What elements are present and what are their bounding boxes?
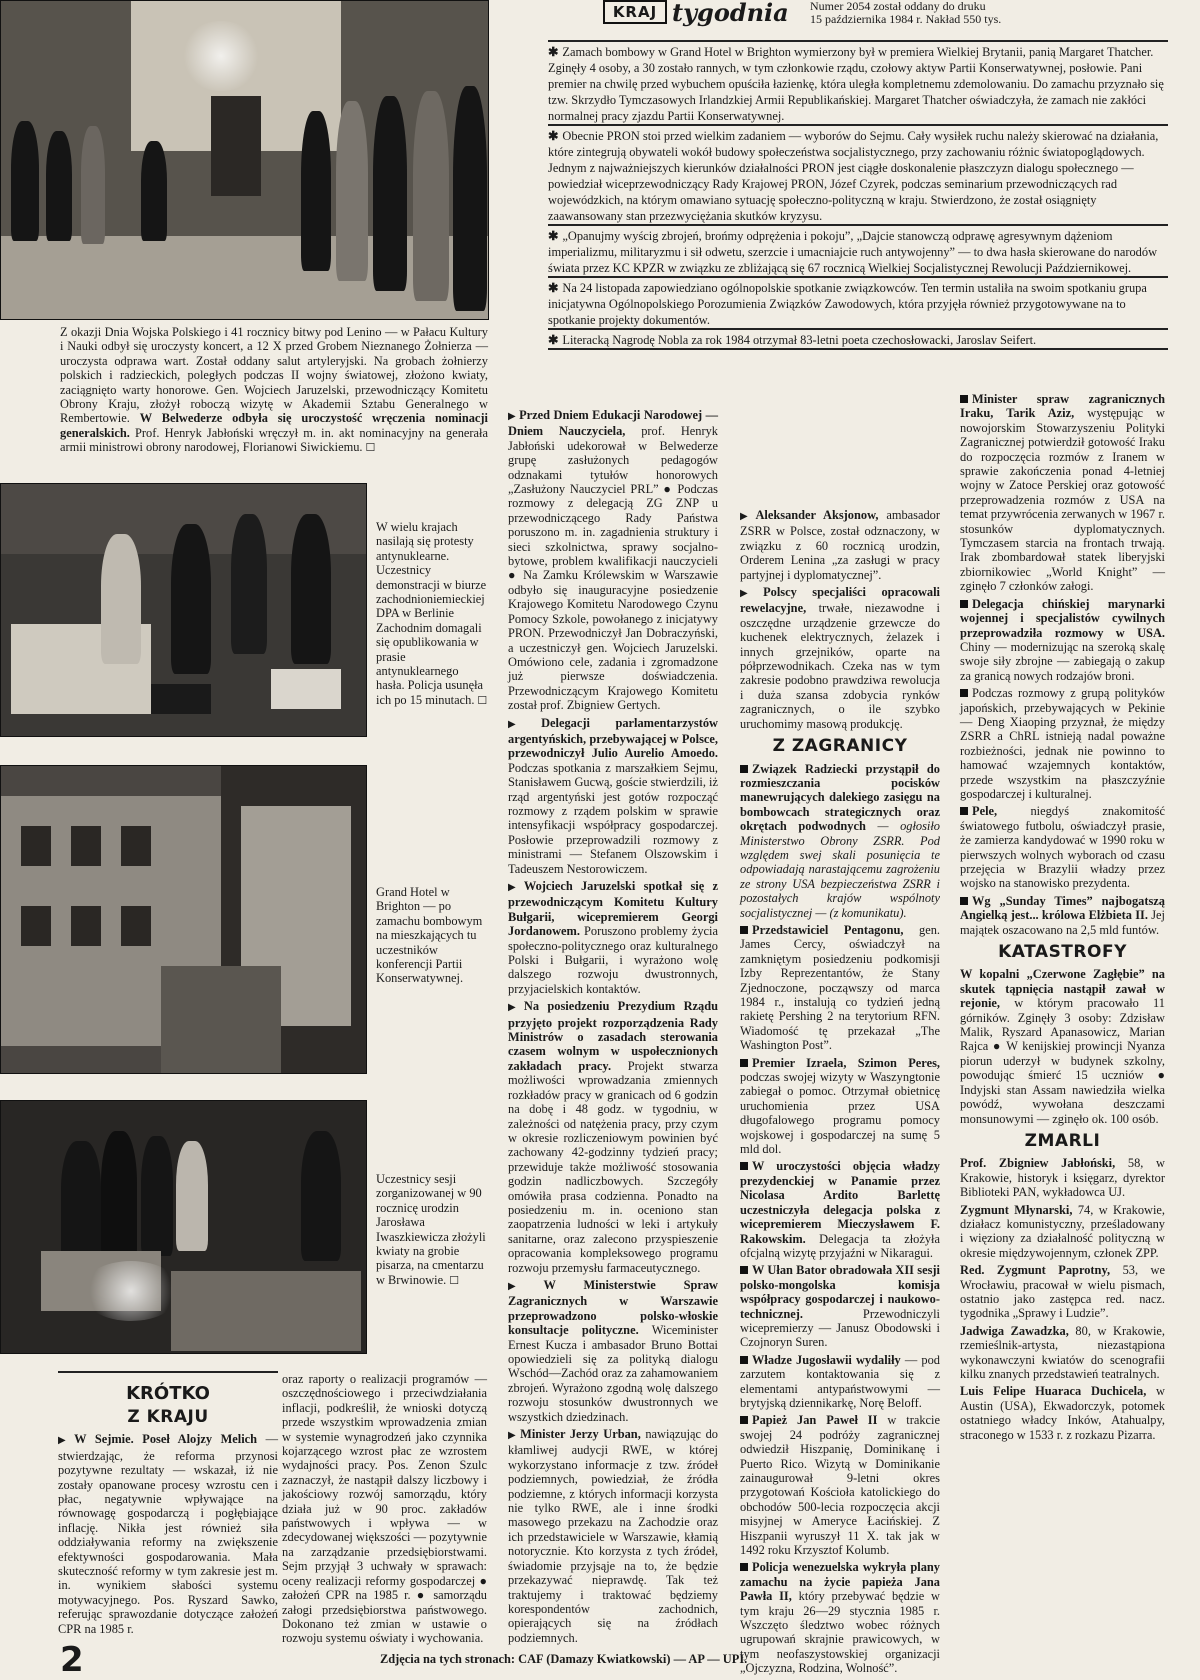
section-krotko: KRÓTKO	[58, 1371, 278, 1404]
obituary-item: Prof. Zbigniew Jabłoński, 58, w Krakowie, historyk i księgarz, dyrektor Biblioteki PAN, wykładowca UJ.	[960, 1156, 1165, 1200]
news-item: W uroczystości objęcia władzy prezydenckiej w Panamie przez Nicolasa Ardito Barlettę uczestniczyła delegacja polska z wicepremierem Mieczysławem F. Rakowskim. Delegacja ta złożyła ofcjalną wizytę przyjaźni w Nikaragui.	[740, 1159, 940, 1260]
issue-info-line-1: Numer 2054 został oddany do druku	[810, 0, 986, 13]
top-news-item: ✱ Obecnie PRON stoi przed wielkim zadaniem — wyborów do Sejmu. Cały wysiłek ruchu należy skierować na działania, które zintegrują obywateli wokół budowy społeczeństwa socjalistycznego, przy zachowaniu różnic światopoglądowych. Jednym z najważniejszych kierunków działalności PRON jest ciągłe doskonalenie płaszczyzn dialogu społecznego — powiedział wiceprzewodniczący Rady Krajowej PRON, Józef Czyrek, podczas seminarium przewodniczących rad wojewódzkich, na którym omawiano sytuację społeczno-polityczną w kraju. Stwierdzono, że został osiągnięty zaawansowany stan przezwyciężania skutków kryzysu.	[548, 124, 1168, 224]
news-item: Przedstawiciel Pentagonu, gen. James Cercy, oświadczył na zamkniętym posiedzeniu podkomisji Izby Reprezentantów, że Stany Zjednoczone, począwszy od marca 1984 r., instalują co tydzień jedną rakietę Pershing 2 na terytorium RFN. Wiadomość tę przekazał „The Washington Post”.	[740, 922, 940, 1053]
top-news-item: ✱ „Opanujmy wyścig zbrojeń, brońmy odprężenia i pokoju”, „Dajcie stanowczą odprawę agresywnym dążeniom imperializmu, militaryzmu i sił odwetu, szerzcie i umacniajcie ruch antywojenny” — to dwa hasła skierowane do narodów świata przez KC KPZR w związku ze zbliżającą się 67 rocznicą Wielkiej Socjalistycznej Rewolucji Październikowej.	[548, 224, 1168, 276]
news-item: Policja wenezuelska wykryła plany zamachu na życie papieża Jana Pawła II, który przebywać będzie w tym kraju 26—29 stycznia 1985 r. Wszczęto śledztwo wobec różnych ugrupowań skrajnie prawicowych, w tym neofaszystowskiej organizacji „Ojczyzna, Rodzina, Wolność”.	[740, 1560, 940, 1676]
photo-cemetery	[0, 1100, 367, 1354]
news-sejm-cont: oraz raporty o realizacji programów — oszczędnościowego i przeciwdziałania inflacji, podkreślił, że wnioski dotyczą przede wszystkim wprowadzenia zmian w systemie wynagrodzeń jako czynnika kojarzącego wzrost płac ze wzrostem wydajności pracy. Pos. Zenon Szulc zaznaczył, że nastąpił dalszy liczbowy i jakościowy rozwój samorządu, który działa już w 90 proc. zakładów państwowych i wpływa — w zdecydowanej większości — pozytywnie na zarządzanie przedsiębiorstwami. Sejm przyjął 3 uchwały w sprawach: oceny realizacji reformy gospodarczej ● założeń CPR na 1985 r. ● samorządu załogi przedsiębiorstwa państwowego. Dokonano też zmian w ustawie o rozwoju systemu oświaty i wychowania.	[282, 1372, 487, 1646]
news-item: ▶ Przed Dniem Edukacji Narodowej — Dniem Nauczyciela, prof. Henryk Jabłoński udekorował w Belwederze grupę zasłużonych pedagogów odznakami tytułów honorowych „Zasłużony Nauczyciel PRL” ● Podczas rozmowy z delegacją ZG ZNP u przewodniczącego Rady Państwa poruszono m. in. zagadnienia struktury i sieci szkolnictwa, sprawy socjalno-bytowe, problem kwalifikacji nauczycieli ● Na Zamku Królewskim w Warszawie odbyło się inauguracyjne posiedzenie Krajowego Komitetu Narodowego Czynu Pomocy Szkole, powołanego z inicjatywy PRON. Przewodniczył Jan Dobraczyński, a uczestniczył gen. Wojciech Jaruzelski. Omówiono cele, zadania i zgromadzone już pierwsze doświadczenia. Przewodniczącym Krajowego Komitetu został prof. Zbigniew Gertych.	[508, 408, 718, 713]
news-item: ▶ Minister Jerzy Urban, nawiązując do kłamliwej audycji RWE, w której wykorzystano informacje z tzw. źródeł podziemnych, powiedział, że źródła podziemne, z których informacji korzysta nie tylko RWE, ale i inne środki masowego przekazu na Zachodzie oraz ich przedstawiciele w Warszawie, kłamią notorycznie. Kto korzysta z tych źródeł, świadomie przyjsąje na to, że będzie przekazywać nieprawdę. Tak też traktujemy i traktować będziemy korespondentów zachodnich, opierających się na źródłach podziemnych.	[508, 1427, 718, 1645]
heading-z-kraju: Z KRAJU	[127, 1407, 209, 1427]
page-number: 2	[60, 1640, 84, 1680]
top-news	[548, 40, 1168, 350]
news-item: Delegacja chińskiej marynarki wojennej i specjalistów cywilnych przeprowadziła rozmowy w USA. Chiny — modernizując na szeroką skalę swoje siły zbrojne — zabiegają o zakup za granicą nowych rodzajów broni.	[960, 596, 1165, 683]
obituary-item: Luis Felipe Huaraca Duchicela, w Austin (USA), Ekwadorczyk, potomek ostatniego władcy Inków, Atahualpy, straconego w 1533 r. z rozkazu Pizarra.	[960, 1384, 1165, 1442]
column-z-kraju	[58, 1407, 278, 1639]
top-news-item: ✱ Zamach bombowy w Grand Hotel w Brighton wymierzony był w premiera Wielkiej Brytanii, panią Margaret Thatcher. Zginęły 4 osoby, a 30 zostało rannych, w tym członkowie rządu, czołowy aktyw Partii Konserwatywnej, posłowie. Pani premier na chwilę przed wybuchem opuściła łazienkę, która uległa kompletnemu zdemolowaniu. Do zamachu przyznało się tzw. Skrzydło Tymczasowych Irlandzkiej Armii Republikańskiej. Margaret Thatcher oświadczyła, że zamach nie zakłóci normalnej pracy zjazdu Partii Konserwatywnej.	[548, 40, 1168, 124]
column-d	[740, 508, 940, 1679]
news-item: Premier Izraela, Szimon Peres, podczas swojej wizyty w Waszyngtonie zabiegał o pomoc. Otrzymał obietnicę uruchomienia przez USA długofalowego programu pomocy wojskowej i gospodarczej na sumę 5 mld dol.	[740, 1055, 940, 1157]
masthead	[600, 0, 1200, 28]
news-item: ▶ Wojciech Jaruzelski spotkał się z przewodniczącym Komitetu Kultury Bułgarii, wicepremierem Georgi Jordanowem. Poruszono problemy życia społeczno-politycznego oraz kulturalnego Polski i Bułgarii, i wyrażono wolę dalszego rozwoju dwustronnych, przyjacielskich kontaktów.	[508, 879, 718, 996]
caption-cemetery: Uczestnicy sesji zorganizowanej w 90 rocznicę urodzin Jarosława Iwaszkiewicza złożyli kwiaty na grobie pisarza, na cmentarzu w Brwinowie. ☐	[376, 1172, 486, 1287]
news-item: Papież Jan Paweł II w trakcie swojej 24 podróży zagranicznej odwiedził Hiszpanię, Dominikanę i Puerto Rico. Wizytą w Dominikanie zainaugurował 9-letni okres przygotowań Kościoła katolickiego do obchodów 500-lecia rozpoczęcia akcji misyjnej w Ameryce Łacińskiej. Z Hiszpanii wyruszył 11 X. tak jak w 1492 roku Krzysztof Kolumb.	[740, 1413, 940, 1558]
heading-katastrofy: KATASTROFY	[998, 942, 1127, 963]
issue-info-line-2: 15 października 1984 r. Nakład 550 tys.	[810, 12, 1002, 26]
photo-ceremony-hall	[0, 0, 489, 320]
photo-antinuclear-protest	[0, 483, 367, 737]
heading-zmarli: ZMARLI	[1024, 1130, 1101, 1151]
heading-z-zagranicy: Z ZAGRANICY	[772, 736, 908, 757]
obituary-item: Zygmunt Młynarski, 74, w Krakowie, działacz komunistyczny, prześladowany i więziony za działalność polityczną w okresie międzywojennym, członek ZPP.	[960, 1202, 1165, 1260]
news-item: ▶ W Ministerstwie Spraw Zagranicznych w Warszawie przeprowadzono polsko-włoskie konsultacje polityczne. Wiceminister Ernest Kucza i ambasador Bruno Bottai opowiedzieli się za polityką dialogu Wschód—Zachód oraz za zahamowaniem zbrojeń. Wyrażono zgodną wolę dalszego rozwoju stosunków dwustronnych we wszystkich dziedzinach.	[508, 1277, 718, 1424]
logo: KRAJ	[603, 0, 667, 24]
logo-script: tygodnia	[672, 0, 789, 27]
obituary-item: Red. Zygmunt Paprotny, 53, we Wrocławiu, pracował w wielu pismach, ostatnio jako zastępca red. nacz. tygodnika „Sprawy i Ludzie”.	[960, 1263, 1165, 1321]
top-news-item: ✱ Na 24 listopada zapowiedziano ogólnopolskie spotkanie związkowców. Ten termin ustaliła na swoim spotkaniu grupa inicjatywna Ogólnopolskiego Porozumienia Związków Zawodowych, która przyjęła również przygotowywane na to spotkanie projekty dokumentów.	[548, 276, 1168, 328]
news-item: Związek Radziecki przystąpił do rozmieszczania pocisków manewrujących dalekiego zasięgu na bombowcach strategicznych oraz okrętach podwodnych — ogłosiło Ministerstwo Obrony ZSRR. Pod względem swej skali posunięcia te odpowiadają narastającemu zagrożeniu ze strony USA bezpieczeństwa ZSRR i pozostałych krajów wspólnoty socjalistycznej — (z komunikatu).	[740, 761, 940, 920]
obituary-item: Jadwiga Zawadzka, 80, w Krakowie, rzemieślnik-artysta, niezastąpiona wykonawczyni kwiatów do scenografii kilku znanych przedstawień teatralnych.	[960, 1323, 1165, 1381]
column-c	[508, 408, 718, 1648]
news-sejm: ▶ W Sejmie. Poseł Alojzy Melich — stwierdzając, że reforma przynosi pozytywne rezultaty — wskazał, iż nie zostały opanowane procesy wzrostu cen i płac, negatywnie wpływające na równowagę gospodarczą i pogłębiające inflację. Nikła jest również siła oddziaływania reformy na zwiększenie efektywności gospodarowania. Mała skuteczność reformy w tym zakresie jest m. in. wynikiem słabości systemu motywacyjnego. Pos. Ryszard Sawko, referując sprawozdanie dotyczące założeń CPR na 1985 r.	[58, 1432, 278, 1636]
column-b	[282, 1372, 487, 1649]
news-item: Pele, niegdyś znakomitość światowego futbolu, oświadczył prasie, że zamierza kandydować w 1990 roku w pierwszych wolnych wyborach od czasu przejęcia w Brazylii władzy przez wojsko na stanowisko prezydenta.	[960, 804, 1165, 891]
news-item: Podczas rozmowy z grupą polityków japońskich, przebywających w Pekinie — Deng Xiaoping przyznał, że między ZSRR a ChRL istnieją nadal poważne rozbieżności, jednak nie powinno to hamować wzajemnych kontaktów, przede wszystkim na płaszczyźnie gospodarczej i kulturalnej.	[960, 686, 1165, 801]
photo-grand-hotel	[0, 765, 367, 1074]
caption-grand-hotel: Grand Hotel w Brighton — po zamachu bombowym na mieszkających tu uczestników konferencji Partii Konserwatywnej.	[376, 885, 483, 986]
news-item: ▶ Delegacji parlamentarzystów argentyńskich, przebywającej w Polsce, przewodniczył Julio Aurelio Amoedo. Podczas spotkania z marszałkiem Sejmu, Stanisławem Gucwą, goście stwierdzili, iż rząd argentyński jest gotów rozpocząć rozmowy z rządem polskim w sprawie intensyfikacji współpracy gospodarczej. Posłowie przeprowadzili rozmowy z ministrami — Stefanem Olszowskim i Tadeuszem Nestorowiczem.	[508, 715, 718, 876]
top-news-item: ✱ Literacką Nagrodę Nobla za rok 1984 otrzymał 83-letni poeta czechosłowacki, Jaroslav Seifert.	[548, 328, 1168, 350]
news-item: ▶ Na posiedzeniu Prezydium Rządu przyjęto projekt rozporządzenia Rady Ministrów o zasadach sterowania czasem wolnym w uspołecznionych zakładach pracy. Projekt stwarza możliwości wprowadzania zmiennych rozkładów pracy w granicach od 6 godzin na dobę i 48 godz. w tygodniu, w zależności od natężenia pracy, przy czym w okresie rozliczeniowym powinien być zachowany 42-godzinny tydzień pracy; przewiduje także możliwość stosowania godzin nadliczbowych. Szczegóły omówiła prasa codzienna. Ponadto na posiedzeniu m. in. oceniono stan zaopatrzenia ludności w leki i artykuły sanitarne, oraz zalecono przyspieszenie opracowania kompleksowego programu rozwoju przemysłu farmaceutycznego.	[508, 999, 718, 1275]
news-item: Władze Jugosławii wydaliły — pod zarzutem kontaktowania się z elementami antypaństwowymi — brytyjską dziennikarkę, Norę Beloff.	[740, 1352, 940, 1410]
news-item: Wg „Sunday Times” najbogatszą Angielką jest... królowa Elżbieta II. Jej majątek oszacowano na 2,5 mld funtów.	[960, 893, 1165, 937]
news-item: ▶ Polscy specjaliści opracowali rewelacyjne, trwałe, niezawodne i oszczędne urządzenie grzewcze do kuchenek elektrycznych, żelazek i innych grzejników, oparte na półprzewodnikach. Czeka nas w tym zakresie podobno prawdziwa rewolucja i duża szansa zdobycia rynków zagranicznych, o ile szybko uruchomimy masową produkcję.	[740, 585, 940, 731]
photo-credits: Zdjęcia na tych stronach: CAF (Damazy Kwiatkowski) — AP — UPI.	[380, 1652, 748, 1666]
news-item: W kopalni „Czerwone Zagłębie” na skutek tąpnięcia nastąpił zawał w rejonie, w którym pracowało 11 górników. Zginęły 3 osoby: Zdzisław Malik, Ryszard Apanasowicz, Marian Rajca ● W kenijskiej prowincji Nyanza piorun uderzył w budynek szkolny, powodując śmierć 15 uczniów ● Indyjski stan Assam nawiedziła wielka powódź, wywołana deszczami monsunowymi — zginęło ok. 100 osób.	[960, 967, 1165, 1126]
column-e	[960, 392, 1165, 1445]
issue-info	[810, 0, 1001, 26]
news-item: W Ułan Bator obradowała XII sesji polsko-mongolska komisja współpracy gospodarczej i naukowo-technicznej. Przewodniczyli wicepremierzy — Janusz Obodowski i Czojnoryn Suren.	[740, 1263, 940, 1350]
news-item: Minister spraw zagranicznych Iraku, Tarik Aziz, występując w nowojorskim Stowarzyszeniu Polityki Zagranicznej potwierdził gotowość Iraku do rozpoczęcia rozmów z Iranem w sprawie zakończenia ponad 4-letniej wojny w Zatoce Perskiej oraz gotowość przeprowadzenia rozmów z USA na temat przywrócenia zerwanych w 1967 r. stosunków dyplomatycznych. Tymczasem starcia na frontach trwają. Irak zbombardował statek liberyjski zbiornikowiec „World Knight” — zginęło 7 członków załogi.	[960, 392, 1165, 594]
caption-protest: W wielu krajach nasilają się protesty antynuklearne. Uczestnicy demonstracji w biurze zachodnioniemieckiej DPA w Berlinie Zachodnim domagali się opublikowania w prasie antynuklearnego hasła. Policja usunęła ich po 15 minutach. ☐	[376, 520, 488, 707]
caption-ceremony: Z okazji Dnia Wojska Polskiego i 41 rocznicy bitwy pod Lenino — w Pałacu Kultury i Nauki odbył się uroczysty koncert, a 12 X przed Grobem Nieznanego Żołnierza — uroczysta odprawa wart. Został oddany salut artyleryjski. Na grobach żołnierzy polskich i radzieckich, poległych podczas II wojny światowej, złożono kwiaty, zaciągnięto warty honorowe. Gen. Wojciech Jaruzelski, przewodniczący Komitetu Obrony Kraju, złożył roboczą wizytę w Akademii Sztabu Generalnego w Rembertowie. W Belwederze odbyła się uroczystość wręczenia nominacji generalskich. Prof. Henryk Jabłoński wręczył m. in. akt nominacyjny na generała armii ministrowi obrony narodowej, Florianowi Siwickiemu. ☐	[60, 325, 488, 455]
news-item: ▶ Aleksander Aksjonow, ambasador ZSRR w Polsce, został odznaczony, w związku z 60 rocznicą urodzin, Orderem Lenina „za zasługi w pracy partyjnej i dyplomatycznej”.	[740, 508, 940, 582]
